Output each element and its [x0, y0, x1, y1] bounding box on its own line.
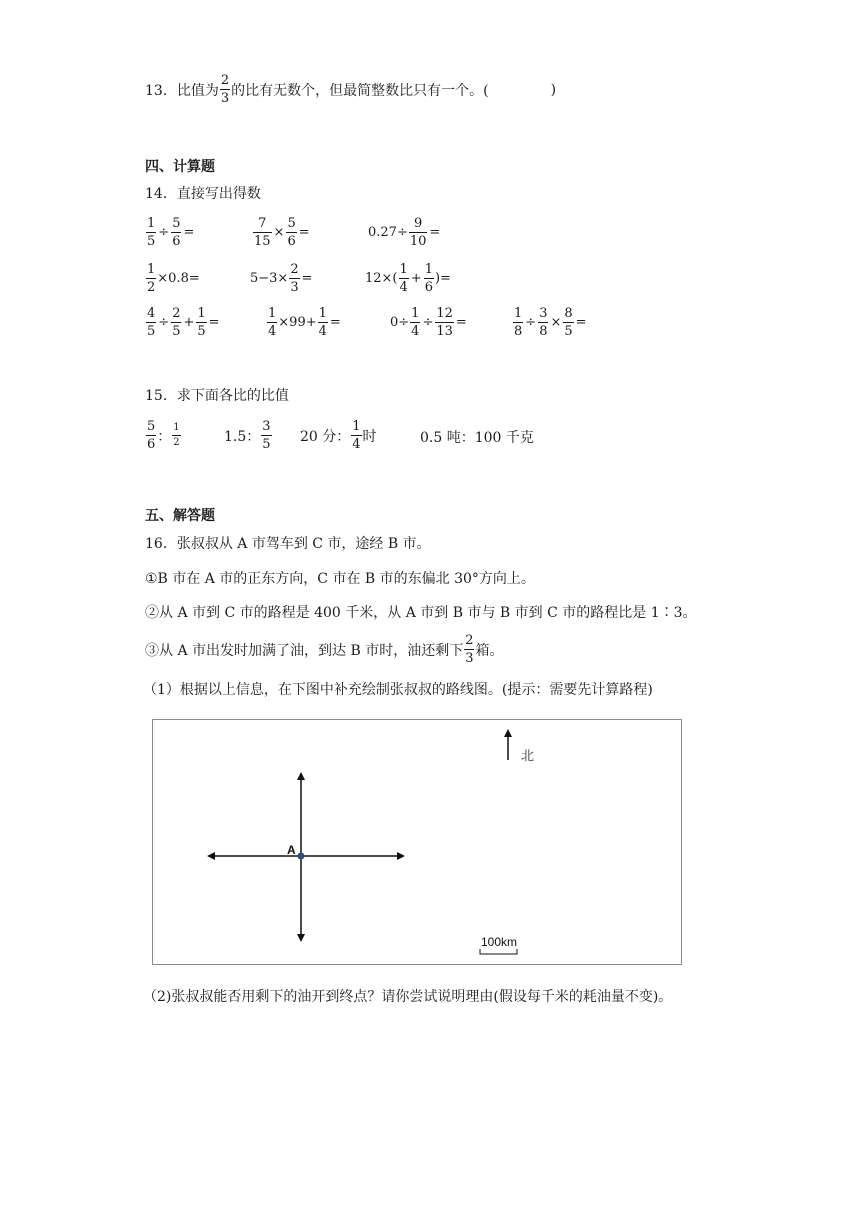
question-16-condition-2: ②从 A 市到 C 市的路程是 400 千米，从 A 市到 B 市与 B 市到 C 市的路程比是 1∶3。: [145, 605, 697, 621]
q14-item-7: $\frac{4}{5}$ ÷ $\frac{2}{5}$ + $\frac{1}{5}$ =: [147, 306, 220, 339]
q15-item-3: 20 分： $\frac{1}{4}$ 时: [300, 419, 377, 452]
q13-close-paren: ): [550, 81, 557, 98]
scale-label: 100km: [481, 935, 518, 949]
q15-item-2: 1.5： $\frac{3}{5}$: [224, 419, 271, 452]
question-16-part-2: （2)张叔叔能否用剩下的油开到终点？请你尝试说明理由(假设每千米的耗油量不变)。: [143, 989, 673, 1005]
route-diagram-svg: [153, 720, 681, 964]
q14-item-1: $\frac{1}{5}$ ÷ $\frac{5}{6}$ =: [147, 216, 195, 249]
q15-item-4: 0.5 吨：100 千克: [420, 430, 534, 446]
north-label: 北: [521, 749, 535, 764]
question-16-condition-3: ③从 A 市出发时加满了油，到达 B 市时，油还剩下 $\frac{2}{3}$ 箱。: [145, 633, 504, 666]
q14-item-4: $\frac{1}{2}$ ×0.8=: [147, 262, 200, 295]
scale-bar: [480, 949, 517, 954]
question-16-condition-1: ①B 市在 A 市的正东方向，C 市在 B 市的东偏北 30°方向上。: [145, 571, 535, 587]
q14-item-9: 0÷ $\frac{1}{4}$ ÷ $\frac{12}{13}$ =: [390, 306, 467, 339]
question-15-title: 15．求下面各比的比值: [145, 388, 289, 404]
q13-text-before: 比值为: [176, 82, 219, 99]
numerator: 2: [220, 73, 230, 88]
question-13: [145, 74, 556, 105]
q13-fraction: [220, 74, 230, 105]
section-5-heading: 五、解答题: [145, 508, 215, 524]
q14-item-8: $\frac{1}{4}$ ×99+ $\frac{1}{4}$ =: [268, 306, 341, 339]
q13-text-after: 的比有无数个，但最简整数比只有一个。(: [231, 82, 489, 99]
q13-number: 13．: [145, 82, 177, 99]
point-a: [298, 853, 305, 860]
question-14-title: 14．直接写出得数: [145, 186, 261, 202]
route-diagram[interactable]: [152, 719, 682, 965]
question-16-intro: 16．张叔叔从 A 市驾车到 C 市，途经 B 市。: [145, 536, 431, 552]
q14-item-5: 5−3× $\frac{2}{3}$ =: [250, 262, 313, 295]
q14-item-10: $\frac{1}{8}$ ÷ $\frac{3}{8}$ × $\frac{8}{5}$ =: [514, 306, 587, 339]
q14-item-6: 12×( $\frac{1}{4}$ + $\frac{1}{6}$ )=: [365, 262, 451, 295]
denominator: 3: [220, 91, 230, 106]
point-a-label: A: [287, 843, 296, 857]
question-16-part-1: （1）根据以上信息，在下图中补充绘制张叔叔的路线图。(提示：需要先计算路程): [143, 682, 653, 698]
q15-item-1: $\frac{5}{6}$ ： $\frac{1}{2}$: [147, 419, 180, 452]
q14-item-2: $\frac{7}{15}$ × $\frac{5}{6}$ =: [254, 216, 310, 249]
section-4-heading: 四、计算题: [145, 159, 215, 175]
q14-item-3: 0.27÷ $\frac{9}{10}$ =: [368, 216, 441, 249]
